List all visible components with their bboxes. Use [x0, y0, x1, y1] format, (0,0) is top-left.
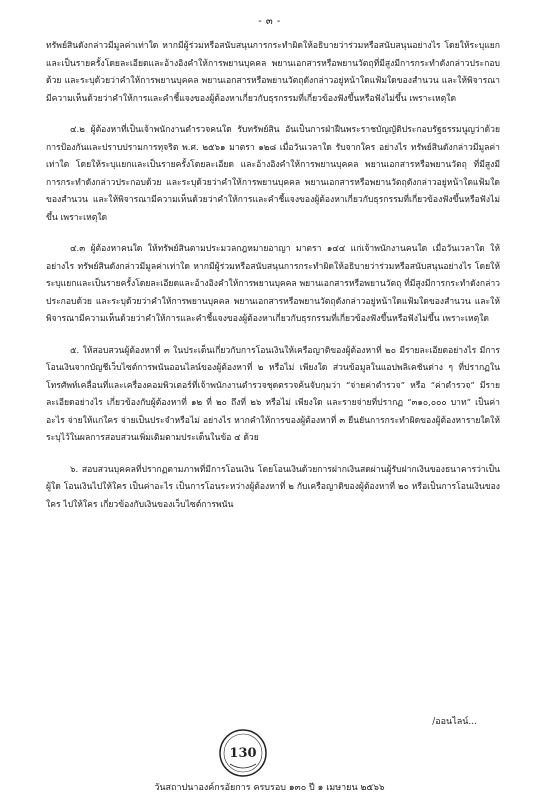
paragraph-4-3: ๔.๓ ผู้ต้องหาคนใด ให้ทรัพย์สินตามประมวลกฎหมายอาญา มาตรา ๑๔๔ แก่เจ้าพนักงานคนใด เมื่อวันเวลาใด ให้อย่างไร ทรัพย์สินดังกล่าวมีมูลค่าเท่าใด หากมีผู้ร่วมหรือสนับสนุนการกระทำผิดให้อธิบายว่าร่วมหรือสนับสนุนอย่างไร โดยให้ระบุแยกและเป็นรายครั้งโดยละเอียดและอ้างอิงคำให้การพยานบุคคล พยานเอกสารหรือพยานวัตถุ ที่มีสูงมีการกระทำดังกล่าวประกอบด้วย และระบุด้วยว่าคำให้การพยานบุคคล พยานเอกสารหรือพยานวัตถุดังกล่าวอยู่หน้าใดแฟ้มใดของสำนวน และให้พิจารณามีความเห็นด้วยว่าคำให้การและคำชี้แจงของผู้ต้องหาเกี่ยวกับธุรกรรมที่เกี่ยวข้องฟังขึ้นหรือฟังไม่ขึ้น เพราะเหตุใด — [46, 244, 500, 324]
logo-text: 130 — [229, 746, 257, 761]
paragraph-6: ๖. สอบสวนบุคคลที่ปรากฏตามภาพที่มีการโอนเงิน โดยโอนเงินด้วยการฝากเงินสดผ่านผู้รับฝากเงินของธนาคารว่าเป็นผู้ใด โอนเงินไปให้ใคร เป็นค่าอะไร เป็นการโอนระหว่างผู้ต้องหาที่ ๒ กับเครือญาติของผู้ต้องหาที่ ๒๐ หรือเป็นการโอนเงินของใคร ไปให้ใคร เกี่ยวข้องกับเงินของเว็บไซต์การพนัน — [46, 464, 500, 510]
paragraph-4-2: ๔.๒ ผู้ต้องหาที่เป็นเจ้าพนักงานตำรวจคนใด รับทรัพย์สิน อันเป็นการฝ่าฝืนพระราชบัญญัติประกอบรัฐธรรมนูญว่าด้วยการป้องกันและปราบปรามการทุจริต พ.ศ. ๒๕๖๑ มาตรา ๑๒๘ เมื่อวันเวลาใด รับจากใคร อย่างไร ทรัพย์สินดังกล่าวมีมูลค่าเท่าใด โดยให้ระบุแยกและเป็นรายครั้งโดยละเอียด และอ้างอิงคำให้การพยานบุคคล พยานเอกสารหรือพยานวัตถุ ที่มีสูงมีการกระทำดังกล่าวประกอบด้วย และระบุด้วยว่าคำให้การพยานบุคคล พยานเอกสารหรือพยานวัตถุดังกล่าวอยู่หน้าใดแฟ้มใดของสำนวน และให้พิจารณามีความเห็นด้วยว่าคำให้การและคำชี้แจงของผู้ต้องหาเกี่ยวกับธุรกรรมที่เกี่ยวข้องฟังขึ้นหรือฟังไม่ขึ้น เพราะเหตุใด — [46, 125, 500, 223]
paragraph-5: ๕. ให้สอบสวนผู้ต้องหาที่ ๓ ในประเด็นเกี่ยวกับการโอนเงินให้เครือญาติของผู้ต้องหาที่ ๒๐ มีรายละเอียดอย่างไร มีการโอนเงินจากบัญชีเว็บไซต์การพนันออนไลน์ของผู้ต้องหาที่ ๒ หรือไม่ เพียงใด ส่วนข้อมูลในแอปพลิเคชันต่าง ๆ ที่ปรากฏในโทรศัพท์เคลื่อนที่และเครื่องคอมพิวเตอร์ที่เจ้าพนักงานตำรวจชุดตรวจค้นจับกุมว่า “จ่ายค่าตำรวจ” หรือ “ค่าตำรวจ” มีรายละเอียดอย่างไร เกี่ยวข้องกับผู้ต้องหาที่ ๑๒ ที่ ๒๐ ถึงที่ ๒๖ หรือไม่ เพียงใด และรายจ่ายที่ปรากฏ “๓๑๐,๐๐๐ บาท” เป็นค่าอะไร จ่ายให้แก่ใคร จ่ายเป็นประจำหรือไม่ อย่างไร หากคำให้การของผู้ต้องหาที่ ๓ ยืนยันการกระทำผิดของผู้ต้องหารายใดให้ระบุไว้ในผลการสอบสวนเพิ่มเติมตามประเด็นในข้อ ๔ ด้วย — [46, 345, 500, 443]
anniversary-logo-icon — [218, 728, 268, 778]
paragraph-continued: ทรัพย์สินดังกล่าวมีมูลค่าเท่าใด หากมีผู้ร่วมหรือสนับสนุนการกระทำผิดให้อธิบายว่าร่วมหรือสนับสนุนอย่างไร โดยให้ระบุแยกและเป็นรายครั้งโดยละเอียดและอ้างอิงคำให้การพยานบุคคล พยานเอกสารหรือพยานวัตถุที่มีสูงมีการกระทำดังกล่าวประกอบด้วย และระบุด้วยว่าคำให้การพยานบุคคล พยานเอกสารหรือพยานวัตถุดังกล่าวอยู่หน้าใดแฟ้มใดของสำนวน และให้พิจารณามีความเห็นด้วยว่าคำให้การและคำชี้แจงของผู้ต้องหาเกี่ยวกับธุรกรรมที่เกี่ยวข้องฟังขึ้นหรือฟังไม่ขึ้น เพราะเหตุใด — [46, 41, 500, 104]
continuation-marker: /ออนไลน์... — [432, 717, 477, 727]
page-number: - ๓ - — [258, 16, 281, 27]
document-body — [46, 38, 500, 528]
footer-text: วันสถาปนาองค์กรอัยการ ครบรอบ ๑๓๐ ปี ๑ เมษายน ๒๕๖๖ — [154, 783, 385, 793]
